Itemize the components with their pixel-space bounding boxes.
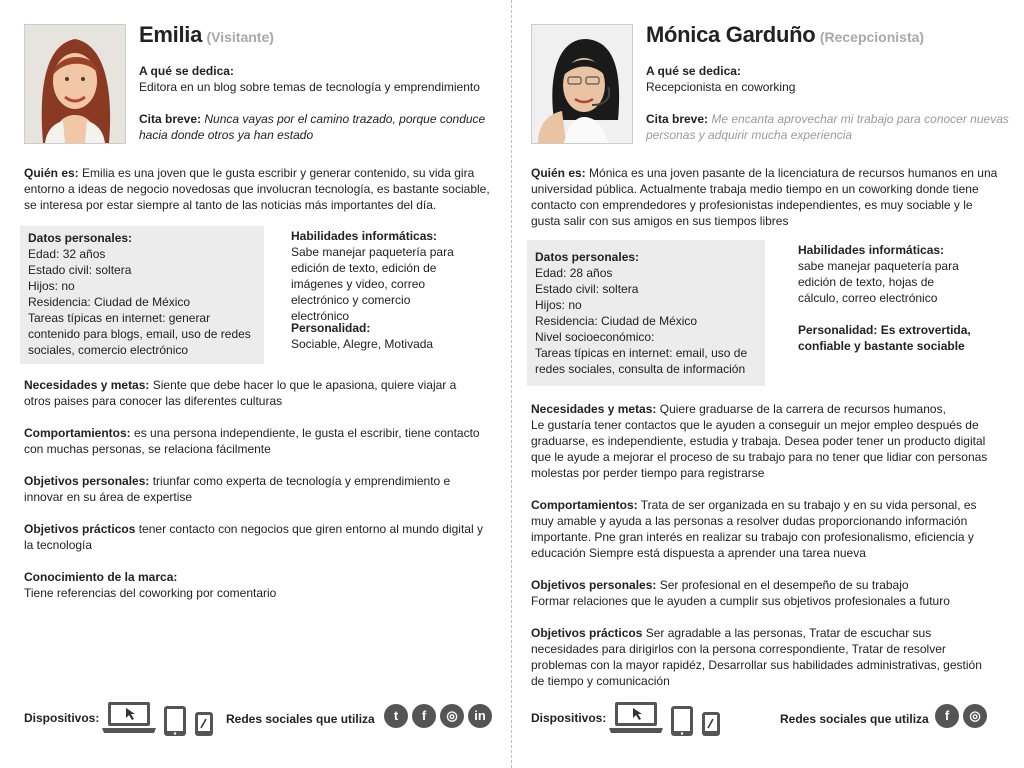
page-divider [511,0,512,768]
personal-goals-label: Objetivos personales: [24,474,150,488]
brand-text: Tiene referencias del coworking por comentario [24,586,277,600]
personal-goals-text: triunfar como experta de tecnología y emprendimiento e innovar en su área de expertise [24,474,451,504]
emilia-occupation [139,63,489,95]
personal-data-line: Residencia: Ciudad de México [535,314,698,328]
practical-goals-text: Ser agradable a las personas, Tratar de escuchar sus necesidades para dirigirlos con la persona correspondiente, Tratar de resolver problemas con la mayor rapidéz, Desarrollar sus habilidades administrativas, gestión de tiempo y comunicación [531,626,982,688]
occupation-label: A qué se dedica: [139,64,234,78]
emilia-header [139,22,274,48]
laptop-icon [102,702,156,733]
needs-label: Necesidades y metas: [531,402,657,416]
quote-label: Cita breve: [646,112,709,126]
emilia-social-icons [384,704,496,728]
personal-data-line: Tareas típicas en internet: generar contenido para blogs, email, uso de redes sociales, comercio electrónico [28,311,251,357]
monica-devices [609,700,724,743]
brand-label: Conocimiento de la marca: [24,570,178,584]
persona-name: Mónica Garduño [646,22,816,47]
instagram-icon: ◎ [440,704,464,728]
personal-data-line: Edad: 28 años [535,266,613,280]
monica-who [531,165,1003,229]
emilia-skills [291,228,471,324]
practical-goals-label: Objetivos prácticos [24,522,136,536]
personal-data-line: Estado civil: soltera [535,282,639,296]
persona-name: Emilia [139,22,203,47]
instagram-icon: ◎ [963,704,987,728]
skills-text: sabe manejar paquetería para edición de texto, hojas de cálculo, correo electrónico [798,259,959,305]
emilia-personal-goals [24,473,479,505]
personal-goals-text: Ser profesional en el desempeño de su trabajo [659,578,909,592]
emilia-social-label [226,710,375,728]
laptop-icon [609,702,663,733]
monica-quote [646,111,1014,143]
skills-text: Sabe manejar paquetería para edición de texto, edición de imágenes y video, correo electrónico y comercio electrónico [291,245,454,323]
personality-label: Personalidad: [291,321,371,335]
emilia-behaviors [24,425,494,457]
facebook-icon: f [412,704,436,728]
who-label: Quién es: [531,166,586,180]
personal-data-line: Estado civil: soltera [28,263,132,277]
personal-data-line: Residencia: Ciudad de México [28,295,191,309]
emilia-quote [139,111,489,143]
monica-occupation [646,63,996,95]
tablet-icon [671,706,693,736]
quote-text: Me encanta aprovechar mi trabajo para conocer nuevas personas y adquirir mucha experiencia [646,112,1009,142]
needs-label: Necesidades y metas: [24,378,150,392]
monica-portrait-icon [532,25,632,143]
skills-label: Habilidades informáticas: [291,229,438,243]
who-text: Mónica es una joven pasante de la licenciatura de recursos humanos en una universidad pública. Actualmente trabaja medio tiempo en un coworking donde tiene contacto con emprendedores y profesionistas independientes, es muy sociable y le gusta salir con sus amigos en sus tiempos libres [531,166,998,228]
persona-role: (Recepcionista) [819,29,925,45]
emilia-brand [24,569,479,601]
needs-text-2: Le gustaría tener contactos que le ayuden a conseguir un mejor empleo después de graduarse, es independiente, estudia y trabaja. Desea poder tener un producto digital que le ayude a mejorar el proceso de su trabajo para no tener que lidiar con personas molestas por perder tiempo para registrarse [531,418,988,480]
personal-data-line: Hijos: no [28,279,75,293]
monica-personal-data [527,240,765,386]
emilia-personality [291,320,471,352]
practical-goals-label: Objetivos prácticos [531,626,643,640]
behaviors-text: es una persona independiente, le gusta el escribir, tiene contacto con muchas personas, se relaciona fácilmente [24,426,480,456]
monica-devices-label [531,709,606,727]
personal-goals-label: Objetivos personales: [531,578,657,592]
personal-data-line: Hijos: no [535,298,582,312]
personal-data-line: Edad: 32 años [28,247,106,261]
emilia-devices-label [24,709,99,727]
emilia-who [24,165,494,213]
phone-icon [195,712,213,736]
facebook-icon: f [935,704,959,728]
needs-text: Siente que debe hacer lo que le apasiona, quiere viajar a otros paises para conocer las diferentes culturas [24,378,457,408]
monica-personality [798,322,978,354]
behaviors-text: Trata de ser organizada en su trabajo y en su vida personal, es muy amable y ayuda a las personas a resolver dudas proporcionando información importante. Pne gran interés en realizar su trabajo con profesionalismo, eficiencia y educación Siempre está dispuesta a aprender una tarea nueva [531,498,977,560]
personal-goals-text-2: Formar relaciones que le ayuden a cumplir sus objetivos profesionales a futuro [531,594,950,608]
social-label: Redes sociales que utiliza [780,712,929,726]
quote-label: Cita breve: [139,112,202,126]
emilia-photo [24,24,126,144]
skills-label: Habilidades informáticas: [798,243,945,257]
emilia-needs [24,377,479,409]
emilia-portrait-icon [25,25,125,143]
monica-practical-goals [531,625,993,689]
who-label: Quién es: [24,166,79,180]
devices-label: Dispositivos: [531,711,607,725]
monica-social-label [780,710,929,728]
monica-skills [798,242,973,306]
occupation-label: A qué se dedica: [646,64,741,78]
linkedin-icon: in [468,704,492,728]
monica-personal-goals [531,577,1001,609]
monica-needs [531,401,993,481]
monica-photo [531,24,633,144]
behaviors-label: Comportamientos: [531,498,638,512]
devices-label: Dispositivos: [24,711,100,725]
needs-text: Quiere graduarse de la carrera de recursos humanos, [659,402,946,416]
phone-icon [702,712,720,736]
quote-text: Nunca vayas por el camino trazado, porque conduce hacia donde otros ya han estado [139,112,486,142]
persona-role: (Visitante) [206,29,274,45]
occupation-text: Editora en un blog sobre temas de tecnología y emprendimiento [139,80,480,94]
monica-header [646,22,924,48]
monica-behaviors [531,497,993,561]
emilia-personal-data [20,226,264,364]
behaviors-label: Comportamientos: [24,426,131,440]
twitter-icon: t [384,704,408,728]
occupation-text: Recepcionista en coworking [646,80,796,94]
emilia-devices [102,700,217,743]
tablet-icon [164,706,186,736]
practical-goals-text: tener contacto con negocios que giren entorno al mundo digital y la tecnología [24,522,483,552]
emilia-practical-goals [24,521,494,553]
personality-text: Es extrovertida, confiable y bastante sociable [798,323,971,353]
personality-label: Personalidad: [798,323,878,337]
personal-data-label: Datos personales: [535,250,640,264]
personal-data-line: Tareas típicas en internet: email, uso de redes sociales, consulta de información [535,346,748,376]
personality-text: Sociable, Alegre, Motivada [291,337,434,351]
who-text: Emilia es una joven que le gusta escribir y generar contenido, su vida gira entorno a ideas de negocio novedosas que involucran tecnología, es bastante sociable, se interesa por estar siempre al tanto de las noticias más importantes del día. [24,166,490,212]
personal-data-line: Nivel socioeconómico: [535,330,655,344]
monica-social-icons [935,704,991,728]
personal-data-label: Datos personales: [28,231,133,245]
social-label: Redes sociales que utiliza [226,712,375,726]
